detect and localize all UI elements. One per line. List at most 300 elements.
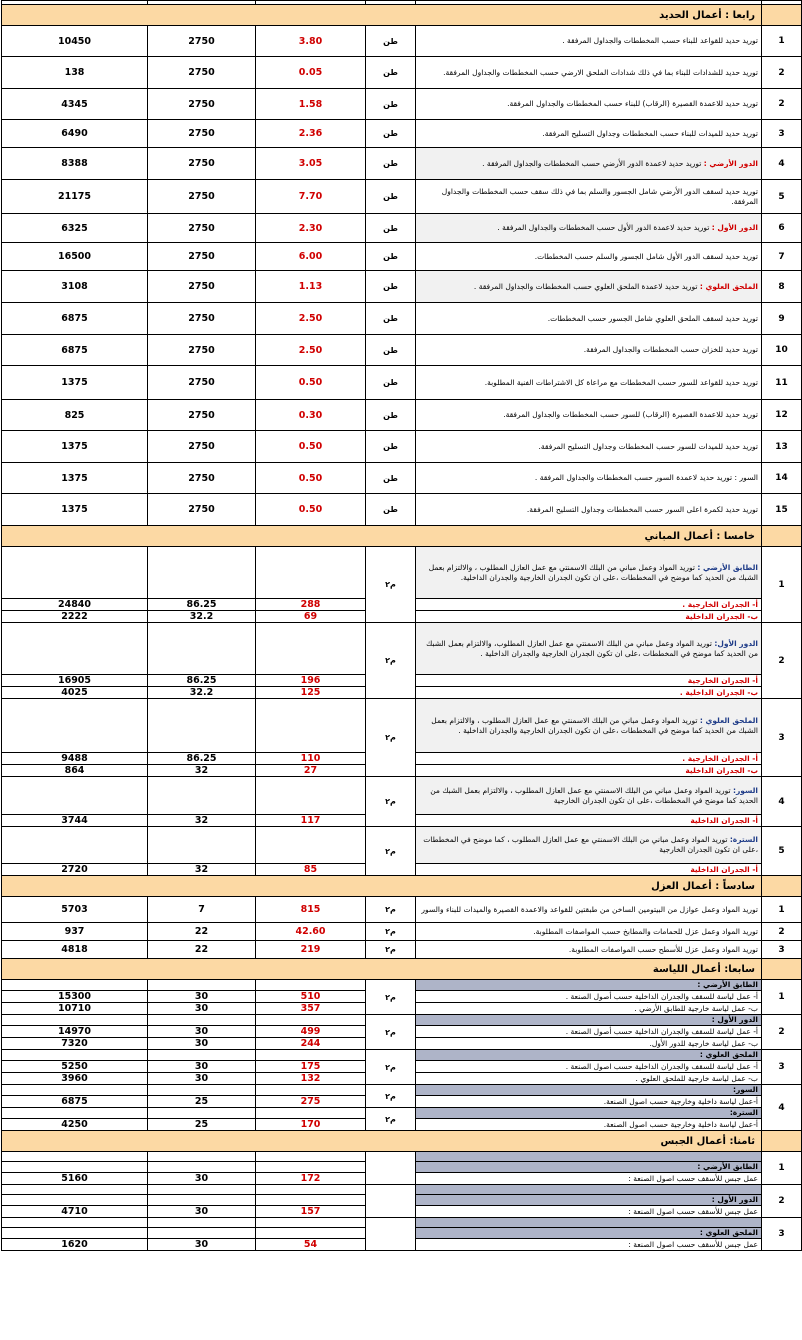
total-cell: 4250 — [2, 1119, 148, 1131]
floor-label: الطابق الأرضي : — [697, 562, 758, 572]
quantity-cell: 815 — [256, 897, 366, 923]
floor-title: الملحق العلوي : — [416, 1228, 762, 1239]
total-cell: 8388 — [2, 148, 148, 180]
unit-price-cell: 30 — [148, 1061, 256, 1073]
item-number: 5 — [762, 827, 802, 876]
quantity-cell: 510 — [256, 991, 366, 1003]
empty-cell — [256, 1162, 366, 1173]
empty-cell — [2, 1162, 148, 1173]
empty-cell — [2, 1195, 148, 1206]
line-description: أ- الجدران الخارجية . — [416, 753, 762, 765]
empty-cell — [256, 1218, 366, 1228]
total-cell: 3960 — [2, 1073, 148, 1085]
empty-cell — [148, 1228, 256, 1239]
quantity-cell: 196 — [256, 675, 366, 687]
unit-price-cell: 2750 — [148, 57, 256, 89]
quantity-cell: 0.05 — [256, 57, 366, 89]
quantity-cell: 42.60 — [256, 923, 366, 941]
line-description: أ- عمل لياسة للسقف والجدران الداخلية حسب اصول الصنعة . — [416, 1061, 762, 1073]
steel-item-row — [2, 494, 802, 526]
unit-price-cell: 32.2 — [148, 687, 256, 699]
plaster-title-row — [2, 1108, 802, 1119]
unit-price-cell: 25 — [148, 1096, 256, 1108]
quantity-cell: 2.30 — [256, 214, 366, 243]
total-cell: 21175 — [2, 180, 148, 214]
line-description: أ- عمل لياسة للسقف والجدران الداخلية حسب أصول الصنعة . — [416, 1026, 762, 1038]
empty-cell — [256, 623, 366, 675]
empty-cell — [2, 1228, 148, 1239]
unit-price-cell: 32 — [148, 765, 256, 777]
empty-cell — [2, 980, 148, 991]
empty-cell — [2, 1218, 148, 1228]
unit-cell: طن — [366, 366, 416, 400]
unit-price-cell: 7 — [148, 897, 256, 923]
unit-price-cell: 2750 — [148, 400, 256, 431]
unit-price-cell: 2750 — [148, 26, 256, 57]
unit-cell: طن — [366, 214, 416, 243]
description-text: توريد حديد لسقف الدور الأول شامل الجسور والسلم حسب المخططات. — [534, 251, 758, 261]
quantity-cell: 275 — [256, 1096, 366, 1108]
floor-label: السترة: — [729, 835, 758, 844]
section-title: رابعا : أعمال الحديد — [2, 5, 762, 26]
plaster-title-row — [2, 1015, 802, 1026]
unit-cell: طن — [366, 57, 416, 89]
total-cell: 1375 — [2, 431, 148, 463]
empty-cell — [256, 1195, 366, 1206]
unit-price-cell: 2750 — [148, 366, 256, 400]
empty-cell — [148, 623, 256, 675]
section-title: سابعا: أعمال اللياسة — [2, 959, 762, 980]
section-header-row — [2, 1131, 802, 1152]
description-text: توريد حديد لاعمدة الدور الأول حسب المخططات والجداول المرفقة . — [497, 223, 710, 232]
unit-cell: م٢ — [366, 827, 416, 876]
empty-cell — [2, 777, 148, 815]
item-number: 1 — [762, 1152, 802, 1185]
total-cell: 2720 — [2, 864, 148, 876]
unit-price-cell: 86.25 — [148, 675, 256, 687]
line-description: ب- عمل لياسة خارجية للدور الأول. — [416, 1038, 762, 1050]
empty-cell — [2, 1050, 148, 1061]
unit-price-cell: 30 — [148, 1026, 256, 1038]
floor-label: السور: — [732, 785, 758, 795]
item-number: 10 — [762, 335, 802, 366]
unit-cell — [366, 1218, 416, 1251]
quantity-cell: 1.13 — [256, 271, 366, 303]
quantity-cell: 3.05 — [256, 148, 366, 180]
total-cell: 937 — [2, 923, 148, 941]
description-text: توريد حديد للقواعد للسور حسب المخططات مع مراعاة كل الاشتراطات الفنية المطلوبة. — [484, 377, 758, 387]
item-number: 12 — [762, 400, 802, 431]
quantity-cell: 0.30 — [256, 400, 366, 431]
unit-cell: طن — [366, 148, 416, 180]
quantity-cell: 132 — [256, 1073, 366, 1085]
quantity-cell: 0.50 — [256, 494, 366, 526]
steel-item-row — [2, 214, 802, 243]
unit-price-cell: 2750 — [148, 214, 256, 243]
unit-cell — [366, 1185, 416, 1218]
empty-cell — [148, 1050, 256, 1061]
total-cell: 16500 — [2, 243, 148, 271]
unit-price-cell: 32 — [148, 864, 256, 876]
unit-cell: م٢ — [366, 777, 416, 827]
item-number: 1 — [762, 897, 802, 923]
plaster-title-row — [2, 980, 802, 991]
unit-cell: م٢ — [366, 897, 416, 923]
plaster-title-row — [2, 1050, 802, 1061]
empty-cell — [256, 1085, 366, 1096]
unit-price-cell: 22 — [148, 941, 256, 959]
steel-item-row — [2, 57, 802, 89]
item-number: 3 — [762, 120, 802, 148]
unit-cell — [366, 1152, 416, 1185]
total-cell: 1375 — [2, 366, 148, 400]
empty-cell — [256, 699, 366, 753]
empty-cell — [148, 1218, 256, 1228]
line-description: عمل جبس للأسقف حسب اصول الصنعة : — [416, 1173, 762, 1185]
quantity-cell: 357 — [256, 1003, 366, 1015]
item-description — [416, 271, 762, 303]
description-text: توريد حديد للميدات للبناء حسب المخططات وجداول التسليح المرفقة. — [542, 128, 758, 138]
insulation-item-row — [2, 941, 802, 959]
item-number: 1 — [762, 980, 802, 1015]
quantity-cell: 6.00 — [256, 243, 366, 271]
empty-cell — [148, 1162, 256, 1173]
total-cell: 138 — [2, 57, 148, 89]
unit-price-cell: 2750 — [148, 271, 256, 303]
masonry-item-row — [2, 827, 802, 864]
section-header-row — [2, 876, 802, 897]
unit-cell: طن — [366, 89, 416, 120]
empty-cell — [148, 1015, 256, 1026]
quantity-cell: 0.50 — [256, 463, 366, 494]
floor-title: الدور الأول : — [416, 1195, 762, 1206]
unit-price-cell: 2750 — [148, 243, 256, 271]
empty-cell — [148, 547, 256, 599]
item-description — [416, 547, 762, 599]
item-number: 2 — [762, 57, 802, 89]
total-cell: 1375 — [2, 463, 148, 494]
total-cell: 1620 — [2, 1239, 148, 1251]
quantity-cell: 0.50 — [256, 431, 366, 463]
quantity-cell: 1.58 — [256, 89, 366, 120]
item-number: 1 — [762, 547, 802, 623]
description-text: توريد المواد وعمل مباني من البلك الاسمنتي مع عمل العازل المطلوب، والالتزام بعمل الشبك من الحديد كما موضح في المخططات ،على ان تكون الجدران الخارجية والجدران الداخلية . — [426, 638, 758, 658]
empty-cell — [2, 1152, 148, 1162]
steel-item-row — [2, 303, 802, 335]
total-cell: 6875 — [2, 1096, 148, 1108]
total-cell: 6875 — [2, 303, 148, 335]
empty-cell — [256, 1015, 366, 1026]
empty-cell — [148, 827, 256, 864]
floor-label: الدور الأول : — [711, 223, 758, 232]
empty-cell — [148, 980, 256, 991]
item-description — [416, 366, 762, 400]
total-cell: 4818 — [2, 941, 148, 959]
empty-cell — [256, 1108, 366, 1119]
masonry-item-row — [2, 623, 802, 675]
line-description: ب- الجدران الداخلية — [416, 611, 762, 623]
steel-item-row — [2, 26, 802, 57]
total-cell: 4345 — [2, 89, 148, 120]
total-cell: 24840 — [2, 599, 148, 611]
section-header-row — [2, 5, 802, 26]
item-number: 2 — [762, 1185, 802, 1218]
quantity-cell: 54 — [256, 1239, 366, 1251]
quantity-cell: 27 — [256, 765, 366, 777]
unit-price-cell: 2750 — [148, 463, 256, 494]
empty-cell — [148, 777, 256, 815]
quantity-cell: 170 — [256, 1119, 366, 1131]
unit-price-cell: 30 — [148, 991, 256, 1003]
quantity-cell: 117 — [256, 815, 366, 827]
item-description — [416, 214, 762, 243]
total-cell: 4710 — [2, 1206, 148, 1218]
item-description — [416, 431, 762, 463]
unit-price-cell: 32.2 — [148, 611, 256, 623]
empty-cell — [256, 1185, 366, 1195]
total-cell: 2222 — [2, 611, 148, 623]
description-text: توريد حديد للاعمدة القصيرة (الرقاب) للبناء حسب المخططات والجداول المرفقة. — [507, 99, 758, 108]
section-number-cell — [762, 5, 802, 26]
empty-cell — [256, 980, 366, 991]
unit-cell: م٢ — [366, 547, 416, 623]
unit-price-cell: 30 — [148, 1239, 256, 1251]
item-description — [416, 335, 762, 366]
item-description — [416, 463, 762, 494]
item-number: 9 — [762, 303, 802, 335]
unit-cell: طن — [366, 400, 416, 431]
spacer-cell — [416, 1218, 762, 1228]
total-cell: 5250 — [2, 1061, 148, 1073]
description-text: توريد المواد وعمل مباني من البلك الاسمنتي مع عمل العازل المطلوب ، والالتزام بعمل الشبك من الحديد كما موضح في المخططات ،على ان تكون الجدران الخارجية والجدران الداخلية. — [428, 562, 758, 582]
unit-price-cell: 2750 — [148, 335, 256, 366]
floor-title: الملحق العلوي : — [416, 1050, 762, 1061]
unit-price-cell: 2750 — [148, 148, 256, 180]
total-cell: 16905 — [2, 675, 148, 687]
description-text: توريد حديد لاعمدة الملحق العلوي حسب المخططات والجداول المرفقة . — [473, 281, 698, 291]
total-cell: 3744 — [2, 815, 148, 827]
description-text: توريد حديد للشدادات للبناء بما في ذلك شدادات الملحق الارضي حسب المخططات والجداول المرفقة. — [443, 67, 758, 77]
unit-cell: طن — [366, 463, 416, 494]
empty-cell — [256, 777, 366, 815]
steel-item-row — [2, 120, 802, 148]
description-text: توريد المواد وعمل مباني من البلك الاسمنتي مع عمل العازل المطلوب ، والالتزام بعمل الشبك من الحديد كما موضح في المخططات ،على ان تكون الجدران الخارجية — [430, 785, 758, 805]
empty-cell — [148, 699, 256, 753]
item-number: 7 — [762, 243, 802, 271]
quantity-cell: 0.50 — [256, 366, 366, 400]
empty-cell — [148, 1085, 256, 1096]
floor-label: الدور الأول: — [714, 638, 758, 648]
insulation-item-row — [2, 923, 802, 941]
item-number: 2 — [762, 89, 802, 120]
unit-price-cell: 86.25 — [148, 753, 256, 765]
total-cell: 1375 — [2, 494, 148, 526]
quantity-cell: 2.50 — [256, 303, 366, 335]
masonry-item-row — [2, 547, 802, 599]
floor-title: الطابق الأرضي : — [416, 1162, 762, 1173]
unit-price-cell: 2750 — [148, 89, 256, 120]
description-text: توريد حديد للخزان حسب المخططات والجداول المرفقة. — [583, 345, 758, 354]
description-text: توريد المواد وعمل مباني من البلك الاسمنتي مع عمل العازل المطلوب ، كما موضح في المخططات ،على ان تكون الجدران الخارجية — [423, 835, 758, 854]
total-cell: 5160 — [2, 1173, 148, 1185]
unit-cell: طن — [366, 494, 416, 526]
total-cell: 14970 — [2, 1026, 148, 1038]
steel-item-row — [2, 180, 802, 214]
total-cell: 6325 — [2, 214, 148, 243]
line-description: عمل جبس للأسقف حسب اصول الصنعة : — [416, 1239, 762, 1251]
unit-price-cell: 32 — [148, 815, 256, 827]
line-description: ب- الجدران الداخلية — [416, 765, 762, 777]
unit-cell: م٢ — [366, 1085, 416, 1108]
item-description: توريد المواد وعمل عزل للحمامات والمطابخ حسب المواصفات المطلوبة. — [416, 923, 762, 941]
section-header-row — [2, 526, 802, 547]
item-number: 3 — [762, 1050, 802, 1085]
item-number: 4 — [762, 777, 802, 827]
unit-cell: م٢ — [366, 623, 416, 699]
item-number: 4 — [762, 148, 802, 180]
item-number: 3 — [762, 699, 802, 777]
item-description — [416, 57, 762, 89]
line-description: عمل جبس للأسقف حسب اصول الصنعة : — [416, 1206, 762, 1218]
empty-cell — [148, 1185, 256, 1195]
unit-cell: م٢ — [366, 1050, 416, 1085]
floor-label: الملحق العلوي : — [699, 281, 758, 291]
empty-cell — [256, 1152, 366, 1162]
unit-cell: طن — [366, 271, 416, 303]
unit-price-cell: 2750 — [148, 303, 256, 335]
unit-cell: طن — [366, 180, 416, 214]
item-number: 6 — [762, 214, 802, 243]
description-text: توريد المواد وعمل مباني من البلك الاسمنتي مع عمل العازل المطلوب ، والالتزام بعمل الشبك من الحديد كما موضح في المخططات ،على ان تكون الجدران الخارجية والجدران الداخلية . — [431, 715, 758, 735]
unit-price-cell: 30 — [148, 1173, 256, 1185]
total-cell: 6875 — [2, 335, 148, 366]
floor-label: الملحق العلوي : — [699, 715, 758, 725]
total-cell: 5703 — [2, 897, 148, 923]
floor-label: الدور الأرضي : — [703, 158, 758, 168]
unit-price-cell: 30 — [148, 1206, 256, 1218]
total-cell: 4025 — [2, 687, 148, 699]
quantity-cell: 172 — [256, 1173, 366, 1185]
steel-item-row — [2, 243, 802, 271]
unit-price-cell: 22 — [148, 923, 256, 941]
empty-cell — [148, 1152, 256, 1162]
item-number: 5 — [762, 180, 802, 214]
empty-cell — [256, 827, 366, 864]
steel-item-row — [2, 335, 802, 366]
empty-cell — [2, 1015, 148, 1026]
item-description — [416, 777, 762, 815]
item-number: 2 — [762, 1015, 802, 1050]
description-text: السور : توريد حديد لاعمدة السور حسب المخططات والجداول المرفقة . — [534, 473, 758, 482]
item-number: 15 — [762, 494, 802, 526]
item-number: 3 — [762, 941, 802, 959]
line-description: أ- الجدران الخارجية — [416, 675, 762, 687]
quantity-cell: 85 — [256, 864, 366, 876]
item-description — [416, 303, 762, 335]
line-description: ب- الجدران الداخلية . — [416, 687, 762, 699]
empty-cell — [256, 1228, 366, 1239]
unit-cell: طن — [366, 335, 416, 366]
unit-price-cell: 86.25 — [148, 599, 256, 611]
empty-cell — [2, 827, 148, 864]
empty-cell — [256, 1050, 366, 1061]
quantity-cell: 288 — [256, 599, 366, 611]
description-text: توريد حديد لسقف الدور الأرضي شامل الجسور والسلم بما في ذلك سقف حسب المخططات والجداول المرفقة. — [441, 186, 758, 206]
unit-cell: م٢ — [366, 1015, 416, 1050]
item-number: 8 — [762, 271, 802, 303]
description-text: توريد حديد للميدات للسور حسب المخططات وجداول التسليح المرفقة. — [538, 441, 758, 451]
total-cell: 10450 — [2, 26, 148, 57]
item-description — [416, 623, 762, 675]
empty-cell — [148, 1195, 256, 1206]
item-description — [416, 243, 762, 271]
boq-body — [2, 1, 802, 1251]
empty-cell — [2, 1108, 148, 1119]
item-description — [416, 699, 762, 753]
line-description: ب- عمل لياسة خارجية للطابق الأرضي . — [416, 1003, 762, 1015]
unit-cell: م٢ — [366, 941, 416, 959]
item-description — [416, 148, 762, 180]
quantity-cell: 69 — [256, 611, 366, 623]
total-cell: 825 — [2, 400, 148, 431]
section-number-cell — [762, 1131, 802, 1152]
item-description — [416, 180, 762, 214]
total-cell: 10710 — [2, 1003, 148, 1015]
steel-item-row — [2, 271, 802, 303]
gypsum-spacer-row — [2, 1185, 802, 1195]
item-number: 2 — [762, 923, 802, 941]
item-number: 1 — [762, 26, 802, 57]
description-text: توريد حديد لاعمدة الدور الأرضي حسب المخططات والجداول المرفقة . — [482, 158, 702, 168]
unit-cell: طن — [366, 431, 416, 463]
quantity-cell: 125 — [256, 687, 366, 699]
item-description — [416, 494, 762, 526]
unit-cell: طن — [366, 120, 416, 148]
section-number-cell — [762, 959, 802, 980]
masonry-item-row — [2, 699, 802, 753]
item-description: توريد المواد وعمل عزل للأسطح حسب المواصفات المطلوبة. — [416, 941, 762, 959]
description-text: توريد حديد لكمرة اعلى السور حسب المخططات وجداول التسليح المرفقة. — [526, 504, 758, 514]
spacer-cell — [416, 1185, 762, 1195]
line-description: أ- عمل لياسة للسقف والجدران الداخلية حسب أصول الصنعة . — [416, 991, 762, 1003]
description-text: توريد حديد للقواعد للبناء حسب المخططات والجداول المرفقة . — [562, 36, 758, 45]
line-description: أ-عمل لياسة داخلية وخارجية حسب اصول الصنعة. — [416, 1119, 762, 1131]
unit-cell: م٢ — [366, 699, 416, 777]
total-cell: 6490 — [2, 120, 148, 148]
item-description — [416, 120, 762, 148]
item-description — [416, 89, 762, 120]
item-number: 13 — [762, 431, 802, 463]
quantity-cell: 244 — [256, 1038, 366, 1050]
masonry-item-row — [2, 777, 802, 815]
line-description: أ-عمل لياسة داخلية وخارجية حسب اصول الصنعة. — [416, 1096, 762, 1108]
quantity-cell: 3.80 — [256, 26, 366, 57]
quantity-cell: 499 — [256, 1026, 366, 1038]
floor-title: الدور الأول : — [416, 1015, 762, 1026]
section-title: سادساً : أعمال العزل — [2, 876, 762, 897]
item-description — [416, 400, 762, 431]
floor-title: الطابق الأرضي : — [416, 980, 762, 991]
unit-cell: م٢ — [366, 1108, 416, 1131]
item-number: 2 — [762, 623, 802, 699]
steel-item-row — [2, 463, 802, 494]
quantity-cell: 110 — [256, 753, 366, 765]
steel-item-row — [2, 366, 802, 400]
section-number-cell — [762, 876, 802, 897]
section-number-cell — [762, 526, 802, 547]
quantity-cell: 175 — [256, 1061, 366, 1073]
total-cell: 7320 — [2, 1038, 148, 1050]
